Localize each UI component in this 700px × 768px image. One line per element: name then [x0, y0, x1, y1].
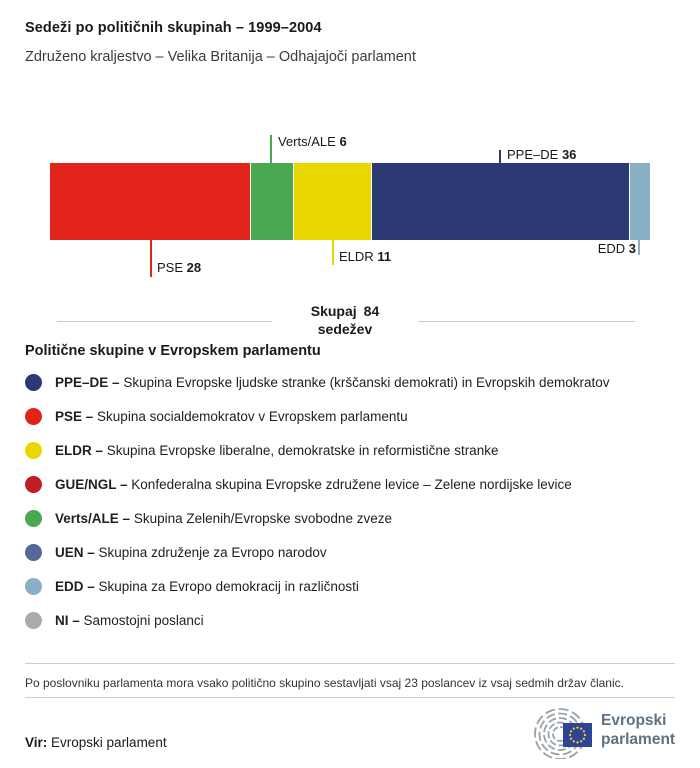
stacked-seats-bar: [50, 163, 650, 240]
eldr-tick: [332, 240, 334, 265]
legend-desc: Skupina za Evropo demokracij in različnosti: [98, 578, 359, 594]
edd-dot-icon: [25, 578, 42, 595]
logo-line1: Evropski: [601, 712, 667, 729]
legend-item-eldr: [25, 441, 498, 459]
source-line: [25, 735, 167, 750]
bar-segment-eldr: [294, 163, 371, 240]
legend-name: PPE–DE –: [55, 374, 120, 390]
footnote: Po poslovniku parlamenta mora vsako politično skupino sestavljati vsaj 23 poslancev iz vsaj sedmih držav članic.: [25, 676, 624, 690]
verts-ale-tick: [270, 135, 272, 163]
edd-label: [598, 241, 636, 256]
edd-name: EDD: [597, 241, 626, 256]
bar-segment-pse: [50, 163, 250, 240]
uen-dot-icon: [25, 544, 42, 561]
footer-divider-top: [25, 663, 675, 664]
page-title: Sedeži po političnih skupinah – 1999–2004: [25, 20, 322, 36]
legend-desc: Konfederalna skupina Evropske združene levice – Zelene nordijske levice: [131, 476, 572, 492]
legend-name: NI –: [55, 612, 80, 628]
total-divider-right: [418, 321, 635, 322]
legend-desc: Skupina Evropske liberalne, demokratske in reformistične stranke: [106, 442, 499, 458]
legend-item-ppe-de: [25, 373, 610, 391]
legend-desc: Skupina Evropske ljudske stranke (krščanski demokrati) in Evropskih demokratov: [123, 374, 610, 390]
ppe-de-tick: [499, 150, 501, 163]
verts-ale-label: [278, 134, 347, 149]
pse-dot-icon: [25, 408, 42, 425]
legend-name: PSE –: [55, 408, 94, 424]
total-value: 84: [363, 303, 380, 319]
source-value: Evropski parlament: [51, 735, 167, 750]
legend-name: EDD –: [55, 578, 95, 594]
pse-tick: [150, 240, 152, 277]
gue-ngl-dot-icon: [25, 476, 42, 493]
legend-item-gue-ngl: [25, 475, 572, 493]
total-label: Skupaj: [310, 303, 357, 319]
edd-seats: 3: [628, 241, 636, 256]
pse-seats: 28: [186, 260, 202, 275]
legend-name: GUE/NGL –: [55, 476, 128, 492]
bar-segment-verts-ale: [251, 163, 293, 240]
bar-segment-edd: [630, 163, 650, 240]
legend-item-ni: [25, 611, 204, 629]
legend-name: UEN –: [55, 544, 95, 560]
legend-desc: Skupina Zelenih/Evropske svobodne zveze: [133, 510, 392, 526]
ppe-de-name: PPE–DE: [507, 147, 559, 162]
eldr-label: [339, 249, 391, 264]
eldr-name: ELDR: [339, 249, 374, 264]
total-seats: [272, 302, 418, 338]
legend-title: Politične skupine v Evropskem parlamentu: [25, 343, 321, 359]
legend-desc: Skupina socialdemokratov v Evropskem parlamentu: [97, 408, 408, 424]
source-label: Vir:: [25, 735, 48, 750]
ppe-de-seats: 36: [561, 147, 577, 162]
eldr-dot-icon: [25, 442, 42, 459]
total-divider-left: [57, 321, 272, 322]
edd-tick: [638, 240, 640, 255]
legend-name: ELDR –: [55, 442, 104, 458]
eldr-seats: 11: [377, 249, 392, 264]
legend-item-pse: [25, 407, 408, 425]
legend-desc: Skupina združenje za Evropo narodov: [98, 544, 327, 560]
verts-ale-dot-icon: [25, 510, 42, 527]
pse-name: PSE: [157, 260, 184, 275]
footer-divider-bottom: [25, 697, 675, 698]
logo-line2: parlament: [601, 731, 676, 748]
legend-item-edd: [25, 577, 359, 595]
ppe-de-dot-icon: [25, 374, 42, 391]
total-unit: sedežev: [317, 321, 373, 337]
pse-label: [157, 260, 201, 275]
ni-dot-icon: [25, 612, 42, 629]
verts-ale-name: Verts/ALE: [278, 134, 336, 149]
legend-name: Verts/ALE –: [55, 510, 131, 526]
legend-item-uen: [25, 543, 327, 561]
bar-segment-ppe-de: [372, 163, 629, 240]
ppe-de-label: [507, 147, 576, 162]
legend-desc: Samostojni poslanci: [83, 612, 204, 628]
verts-ale-seats: 6: [339, 134, 347, 149]
page-subtitle: Združeno kraljestvo – Velika Britanija – Odhajajoči parlament: [25, 49, 416, 65]
logo-wordmark: [601, 711, 675, 749]
european-parliament-logo-icon: [526, 705, 596, 759]
legend-item-verts-ale: [25, 509, 392, 527]
